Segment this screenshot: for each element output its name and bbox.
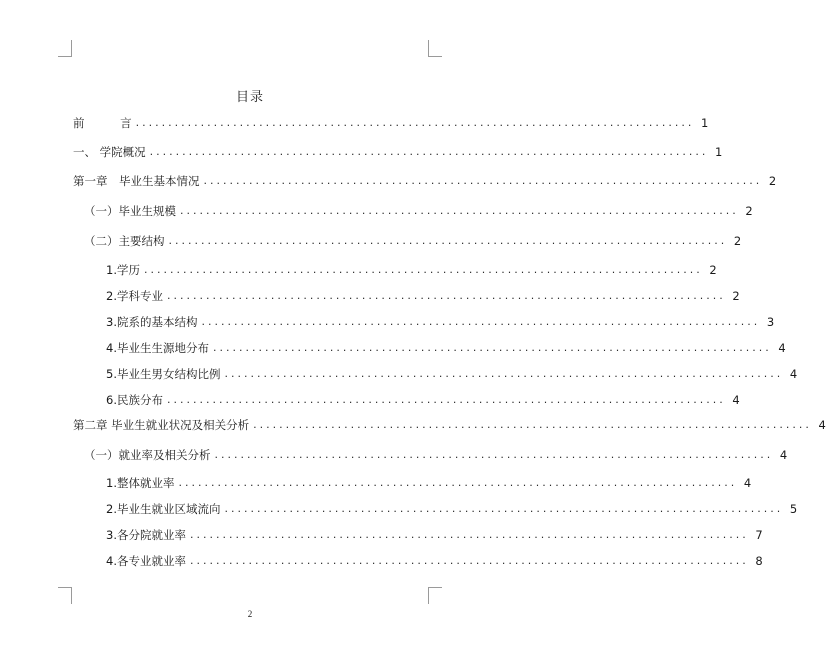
toc-entry-label: 5.毕业生男女结构比例 — [106, 367, 221, 381]
toc-entry[interactable] — [106, 314, 775, 330]
toc-entry[interactable] — [73, 173, 777, 189]
toc-entry-page: 2 — [709, 263, 717, 277]
toc-entry[interactable] — [106, 553, 763, 569]
toc-entry-page: 4 — [778, 341, 786, 355]
toc-entry-page: 1 — [715, 145, 723, 159]
toc-entry-label: （二）主要结构 — [84, 234, 165, 248]
toc-entry[interactable] — [106, 527, 763, 543]
toc-entry-page: 2 — [733, 234, 742, 248]
toc-entry-page: 1 — [701, 116, 709, 130]
toc-leader-dots: ...................................................................................... — [166, 393, 726, 406]
toc-entry-label: 3.各分院就业率 — [106, 528, 186, 542]
toc-leader-dots: ...................................................................................... — [180, 204, 739, 217]
toc-entry[interactable] — [84, 447, 788, 463]
toc-entry-page: 4 — [818, 418, 826, 432]
toc-entry-label: 第一章 毕业生基本情况 — [73, 174, 200, 188]
toc-leader-dots: ...................................................................................... — [168, 234, 728, 247]
toc-leader-dots: ...................................................................................... — [201, 315, 761, 328]
toc-leader-dots: ...................................................................................... — [203, 174, 763, 187]
toc-entry-page: 8 — [755, 554, 763, 568]
toc-entry-page: 4 — [732, 393, 740, 407]
toc-entry-label: 前 言 — [73, 116, 132, 130]
toc-entry-page: 2 — [745, 204, 753, 218]
toc-entry-label: 6.民族分布 — [106, 393, 163, 407]
toc-entry[interactable] — [106, 392, 740, 408]
toc-leader-dots: ...................................................................................... — [135, 116, 695, 129]
toc-leader-dots: ...................................................................................... — [143, 263, 703, 276]
toc-entry[interactable] — [73, 144, 723, 160]
toc-entry[interactable] — [73, 417, 826, 433]
toc-leader-dots: ...................................................................................... — [253, 418, 812, 431]
toc-entry[interactable] — [106, 340, 786, 356]
toc-entry-label: 2.毕业生就业区域流向 — [106, 502, 221, 516]
toc-entry-label: 一、 学院概况 — [73, 145, 146, 159]
toc-leader-dots: ...................................................................................... — [189, 528, 749, 541]
toc-entry-page: 4 — [789, 367, 798, 381]
toc-entry[interactable] — [73, 115, 709, 131]
toc-entry[interactable] — [106, 262, 717, 278]
toc-leader-dots: ...................................................................................... — [166, 289, 726, 302]
toc-entry-page: 2 — [768, 174, 777, 188]
toc-entry-page: 4 — [779, 448, 788, 462]
toc-leader-dots: ...................................................................................... — [224, 367, 784, 380]
toc-entry-label: 第二章 毕业生就业状况及相关分析 — [73, 418, 250, 432]
toc-entry-page: 3 — [766, 315, 775, 329]
toc-entry-label: 3.院系的基本结构 — [106, 315, 198, 329]
toc-entry-label: 4.各专业就业率 — [106, 554, 186, 568]
toc-entry[interactable] — [84, 203, 753, 219]
toc-leader-dots: ...................................................................................... — [214, 448, 774, 461]
toc-leader-dots: ...................................................................................... — [149, 145, 709, 158]
toc-entry[interactable] — [84, 233, 742, 249]
toc-leader-dots: ...................................................................................... — [212, 341, 772, 354]
toc-entry-page: 7 — [755, 528, 763, 542]
toc-leader-dots: ...................................................................................... — [178, 476, 738, 489]
toc-entry-label: 4.毕业生生源地分布 — [106, 341, 209, 355]
toc-entry[interactable] — [106, 288, 740, 304]
toc-entry-label: 1.整体就业率 — [106, 476, 175, 490]
toc-entry[interactable] — [106, 366, 798, 382]
toc-entry-label: （一）毕业生规模 — [84, 204, 176, 218]
toc-leader-dots: ...................................................................................... — [189, 554, 749, 567]
toc-entry-page: 5 — [789, 502, 798, 516]
toc-entry[interactable] — [106, 475, 752, 491]
toc-leader-dots: ...................................................................................... — [224, 502, 784, 515]
toc-entry-label: 1.学历 — [106, 263, 140, 277]
toc-title: 目录 — [235, 90, 264, 105]
toc-entry-page: 2 — [732, 289, 740, 303]
toc-entry-label: （一）就业率及相关分析 — [84, 448, 211, 462]
page-number: 2 — [247, 609, 253, 619]
toc-entry-label: 2.学科专业 — [106, 289, 163, 303]
toc-entry[interactable] — [106, 501, 798, 517]
toc-entry-page: 4 — [743, 476, 752, 490]
